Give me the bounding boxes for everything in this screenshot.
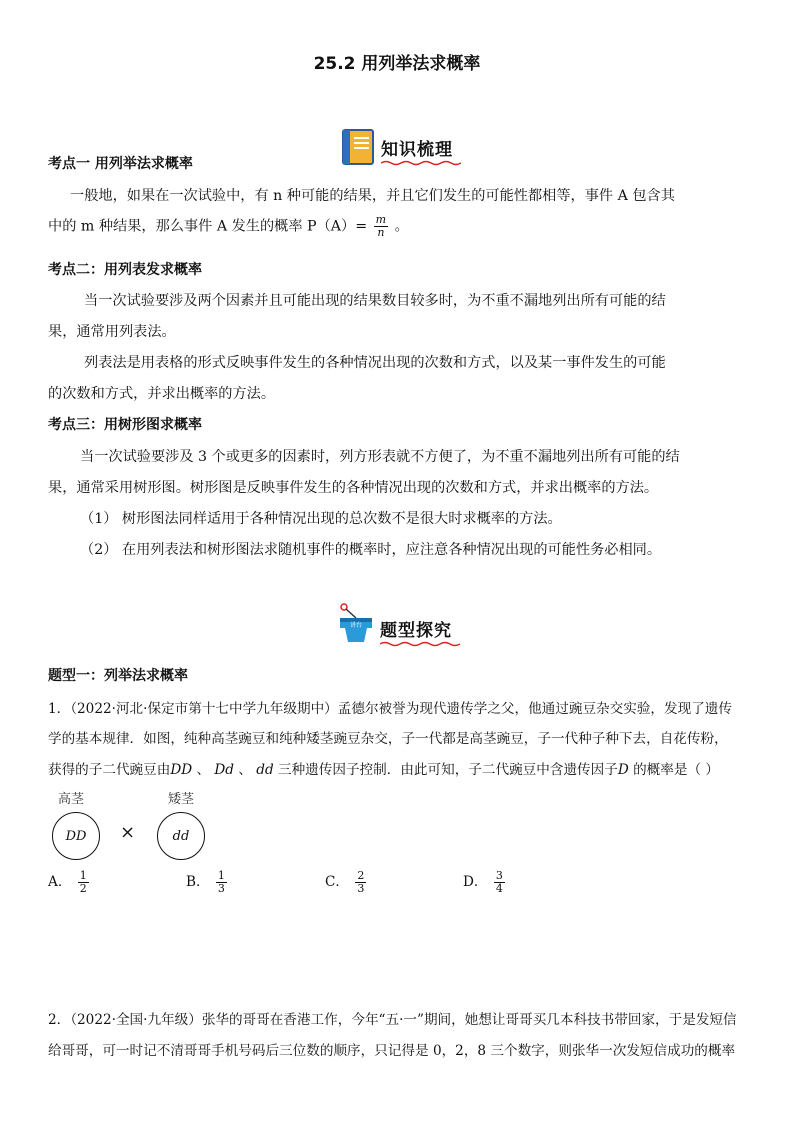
kp2-p1-line1: 当一次试验要涉及两个因素并且可能出现的结果数目较多时，为不重不漏地列出所有可能的结 (84, 293, 666, 309)
kp3-heading: 考点三：用树形图求概率 (48, 417, 202, 433)
podium-icon (336, 602, 376, 644)
option-d-letter: D． (463, 874, 488, 890)
wavy-underline-icon (381, 160, 461, 166)
kp2-p2-line1: 列表法是用表格的形式反映事件发生的各种情况出现的次数和方式，以及某一事件发生的可能 (84, 355, 666, 371)
q1-line1: 1．（2022·河北·保定市第十七中学九年级期中）孟德尔被誉为现代遗传学之父，他通过豌豆杂交实验，发现了遗传 (48, 701, 732, 717)
option-c-letter: C． (325, 874, 349, 890)
kp1-line2-text: 中的 m 种结果，那么事件 A 发生的概率 P（A）= (48, 218, 368, 235)
option-c-num: 2 (357, 869, 365, 882)
q1-line3-a: 获得的子二代豌豆由 (48, 762, 171, 778)
kp2-p1-line2: 果，通常用列表法。 (48, 324, 176, 340)
option-a[interactable] (48, 870, 91, 895)
gene-d: D (617, 762, 629, 778)
kp1-line2-end: 。 (394, 218, 409, 235)
separator: 、 (192, 762, 211, 778)
option-c-den: 3 (357, 882, 365, 895)
kp2-p2-line2: 的次数和方式，并求出概率的方法。 (48, 386, 276, 402)
fraction-numerator: m (375, 213, 387, 226)
fraction-denominator: n (377, 226, 385, 239)
probability-fraction (374, 214, 388, 239)
kp1-line2 (48, 214, 409, 239)
explore-badge (336, 602, 452, 644)
option-d[interactable] (463, 870, 507, 895)
option-a-letter: A． (48, 874, 72, 890)
q1-line3 (48, 758, 719, 778)
knowledge-badge-label: 知识梳理 (381, 139, 453, 160)
circle-dd-short: dd (157, 812, 205, 860)
page-title: 25.2 用列举法求概率 (313, 54, 481, 74)
podium-label: 讲台 (349, 622, 363, 629)
q1-line3-b: 三种遗传因子控制．由此可知，子二代豌豆中含遗传因子 (273, 762, 618, 778)
option-a-num: 1 (79, 869, 87, 882)
cross-symbol: × (120, 822, 136, 843)
gene-dd-mixed: Dd (214, 762, 235, 778)
label-tall-stem: 高茎 (58, 792, 85, 807)
option-b-den: 3 (217, 882, 225, 895)
knowledge-badge (341, 128, 453, 166)
q1-line3-c: 的概率是（ ） (628, 762, 719, 778)
q2-line2: 给哥哥，可一时记不清哥哥手机号码后三位数的顺序，只记得是 0，2，8 三个数字，则张华一次发短信成功的概率 (48, 1043, 736, 1059)
q2-line1: 2．（2022·全国·九年级）张华的哥哥在香港工作，今年“五·一”期间，她想让哥哥买几本科技书带回家，于是发短信 (48, 1012, 737, 1028)
circle-dd-tall: DD (52, 812, 100, 860)
kp3-note1: （1） 树形图法同样适用于各种情况出现的总次数不是很大时求概率的方法。 (80, 511, 562, 527)
option-b-num: 1 (217, 869, 225, 882)
gene-dd-lower: dd (256, 762, 274, 778)
kp1-heading: 考点一 用列举法求概率 (48, 156, 193, 172)
option-a-den: 2 (79, 882, 87, 895)
kp3-p1-line2: 果，通常采用树形图。树形图是反映事件发生的各种情况出现的次数和方式，并求出概率的方法。 (48, 480, 659, 496)
option-b[interactable] (186, 870, 229, 895)
wavy-underline-icon (380, 641, 460, 647)
q1-line2: 学的基本规律．如图，纯种高茎豌豆和纯种矮茎豌豆杂交，子一代都是高茎豌豆，子一代种子种下去，自花传粉， (48, 731, 728, 747)
separator: 、 (234, 762, 252, 778)
kp2-heading: 考点二：用列表发求概率 (48, 262, 202, 278)
type1-heading: 题型一：列举法求概率 (48, 668, 188, 684)
label-short-stem: 矮茎 (168, 792, 195, 807)
kp3-note2: （2） 在用列表法和树形图法求随机事件的概率时，应注意各种情况出现的可能性务必相同。 (80, 542, 662, 558)
gene-dd-upper: DD (170, 762, 193, 778)
book-icon (341, 128, 375, 166)
kp3-p1-line1: 当一次试验要涉及 3 个或更多的因素时，列方形表就不方便了，为不重不漏地列出所有可能的结 (80, 449, 680, 465)
option-b-letter: B． (186, 874, 210, 890)
option-c[interactable] (325, 870, 368, 895)
option-d-den: 4 (495, 882, 503, 895)
option-d-num: 3 (495, 869, 503, 882)
explore-badge-label: 题型探究 (380, 620, 452, 641)
kp1-line1: 一般地，如果在一次试验中，有 n 种可能的结果，并且它们发生的可能性都相等，事件 A 包含其 (70, 188, 675, 204)
